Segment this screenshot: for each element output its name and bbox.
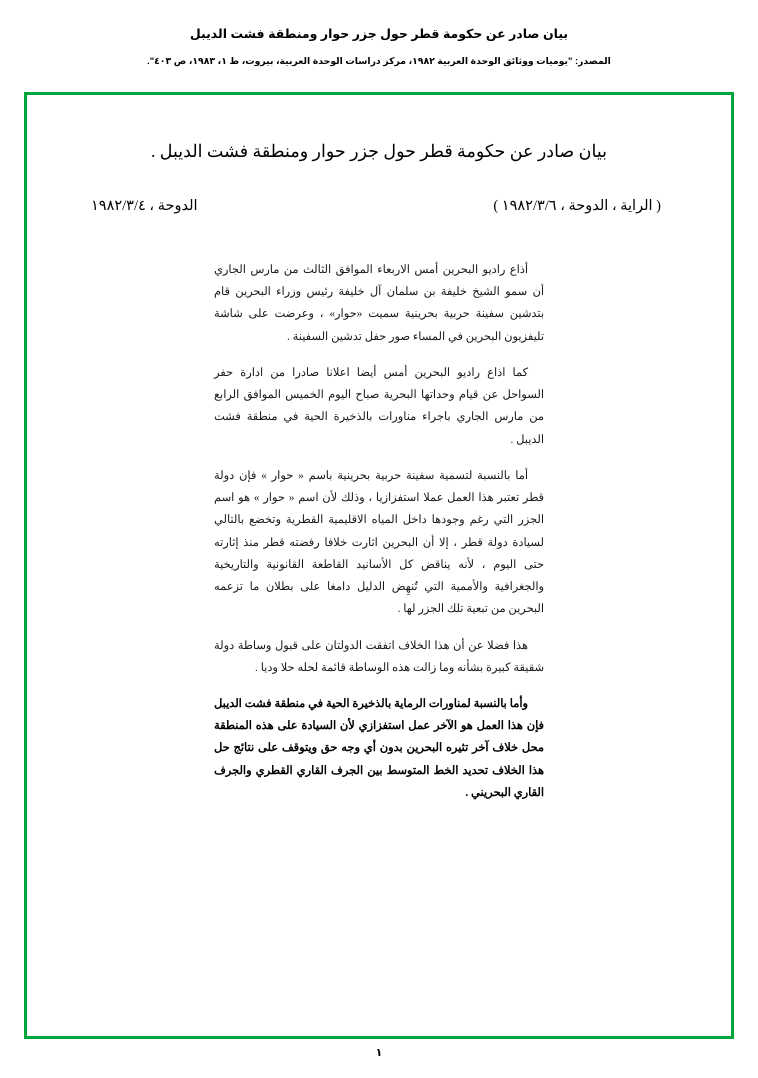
document-title: بيان صادر عن حكومة قطر حول جزر حوار ومنطقة فشت الديبل .: [151, 141, 607, 161]
paragraph: هذا فضلا عن أن هذا الخلاف اتفقت الدولتان على قبول وساطة دولة شقيقة كبيرة بشأنه وما زالت هذه الوساطة قائمة لحله حلا وديا .: [214, 639, 544, 674]
dateline: [69, 198, 689, 215]
header-title: بيان صادر عن حكومة قطر حول جزر حوار ومنطقة فشت الديبل: [189, 27, 569, 41]
page-header: [0, 0, 758, 67]
paragraph-emphasized: وأما بالنسبة لمناورات الرماية بالذخيرة الحية في منطقة فشت الديبل فإن هذا العمل هو الآخر عمل استفزازي لأن السيادة على هذه المنطقة محل خلاف آخر تثيره البحرين بدون أي وجه حق ويتوقف على نتائج حل هذا الخلاف تحديد الخط المتوسط بين الجرف القاري القطري والجرف القاري البحريني .: [214, 697, 544, 799]
dateline-place-date: الدوحة ، ١٩٨٢/٣/٤: [91, 198, 198, 214]
document-body: [27, 95, 731, 1036]
body-text-column: [214, 259, 544, 804]
paragraph: أما بالنسبة لتسمية سفينة حربية بحرينية باسم « حوار » فإن دولة قطر تعتبر هذا العمل عملا استفزازيا ، وذلك لأن اسم « حوار » هو اسم الجزر التي رغم وجودها داخل المياه الاقليمية القطرية وتخضع بالتالي لسيادة دولة قطر ، إلا أن البحرين اثارت خلافا رفضته قطر منذ إثارته حتى اليوم ، لأنه يناقض كل الأسانيد القاطعة القانونية والتاريخية والجغرافية والأممية التي تُنهِض الدليل دامغا على بطلان ما تزعمه البحرين من تبعية تلك الجزر لها .: [214, 469, 544, 616]
paragraph: كما اذاع راديو البحرين أمس أيضا اعلانا صادرا من ادارة حفر السواحل عن قيام وحداتها البحرية صباح اليوم الخميس الموافق الرابع من مارس الجاري باجراء مناورات بالذخيرة الحية في منطقة فشت الديبل .: [214, 366, 544, 446]
dateline-publication: ( الراية ، الدوحة ، ١٩٨٢/٣/٦ ): [493, 198, 661, 214]
header-source: المصدر: "يوميات ووثائق الوحدة العربية ١٩٨٢، مركز دراسات الوحدة العربية، بيروت، ط ١، ١٩٨٣، ص ٤٠٣".: [147, 56, 611, 67]
green-border-frame: [24, 92, 734, 1039]
paragraph: أذاع راديو البحرين أمس الاربعاء الموافق الثالث من مارس الجاري أن سمو الشيخ خليفة بن سلمان آل خليفة رئيس وزراء البحرين قام بتدشين سفينة حربية بحرينية سميت «حوار» ، وعرضت على شاشة تليفزيون البحرين في المساء صور حفل تدشين السفينة .: [214, 264, 544, 343]
page-number: ١: [375, 1047, 383, 1059]
